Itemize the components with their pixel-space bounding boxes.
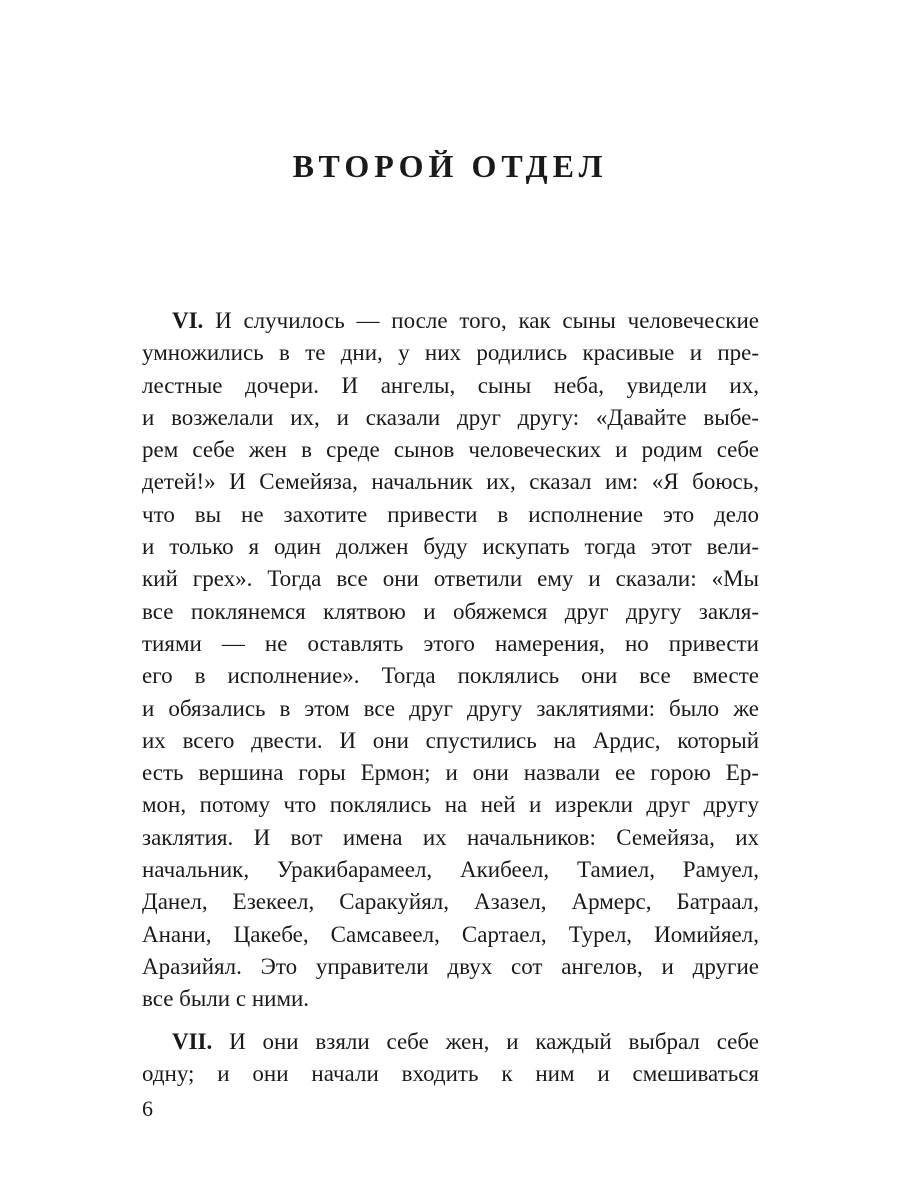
text-line: все были с ними. (142, 986, 310, 1012)
line-text: И они взяли себе жен, и каждый выбрал себе (229, 1028, 760, 1054)
body-text (142, 305, 759, 1090)
text-line: детей!» И Семейяза, начальник их, сказал им: «Я боюсь, (142, 469, 759, 495)
text-line: все поклянемся клятвою и обяжемся друг другу закля- (142, 598, 759, 624)
text-line: лестные дочери. И ангелы, сыны неба, увидели их, (142, 372, 759, 398)
text-line: Аразийял. Это управители двух сот ангелов, и другие (142, 953, 759, 979)
text-line: Анани, Цакебе, Самсавеел, Сартаел, Турел, Иомийяел, (142, 921, 759, 947)
line-text: И случилось — после того, как сыны человеческие (215, 308, 759, 333)
text-line: и обязались в этом все друг другу заклятиями: было же (142, 695, 759, 721)
text-line: их всего двести. И они спустились на Ардис, который (142, 727, 759, 753)
text-line: и возжелали их, и сказали друг другу: «Давайте выбе- (142, 404, 759, 430)
text-line: его в исполнение». Тогда поклялись они все вместе (142, 663, 759, 689)
text-line: есть вершина горы Ермон; и они назвали ее горою Ер- (142, 760, 759, 786)
text-line: что вы не захотите привести в исполнение это дело (142, 501, 759, 527)
text-line: мон, потому что поклялись на ней и изрекли друг другу (142, 792, 759, 818)
text-line: одну; и они начали входить к ним и смешиваться (142, 1060, 759, 1086)
text-line: начальник, Уракибарамеел, Акибеел, Тамиел, Рамуел, (142, 857, 759, 883)
page-number: 6 (142, 1096, 153, 1121)
text-line: умножились в те дни, у них родились красивые и пре- (142, 340, 759, 366)
section-heading: ВТОРОЙ ОТДЕЛ (292, 148, 608, 184)
chapter-number: VI. (172, 308, 204, 333)
text-line: рем себе жен в среде сынов человеческих и родим себе (142, 437, 759, 463)
text-line: заклятия. И вот имена их начальников: Семейяза, их (142, 824, 759, 850)
text-line (142, 1026, 759, 1058)
text-line: тиями — не оставлять этого намерения, но привести (142, 630, 759, 656)
text-line: кий грех». Тогда все они ответили ему и сказали: «Мы (142, 566, 759, 592)
chapter-number: VII. (172, 1028, 213, 1054)
text-line: и только я один должен буду искупать тогда этот вели- (142, 534, 759, 560)
text-line (142, 305, 759, 337)
text-line: Данел, Езекеел, Саракуйял, Азазел, Армерс, Батраал, (142, 889, 759, 915)
